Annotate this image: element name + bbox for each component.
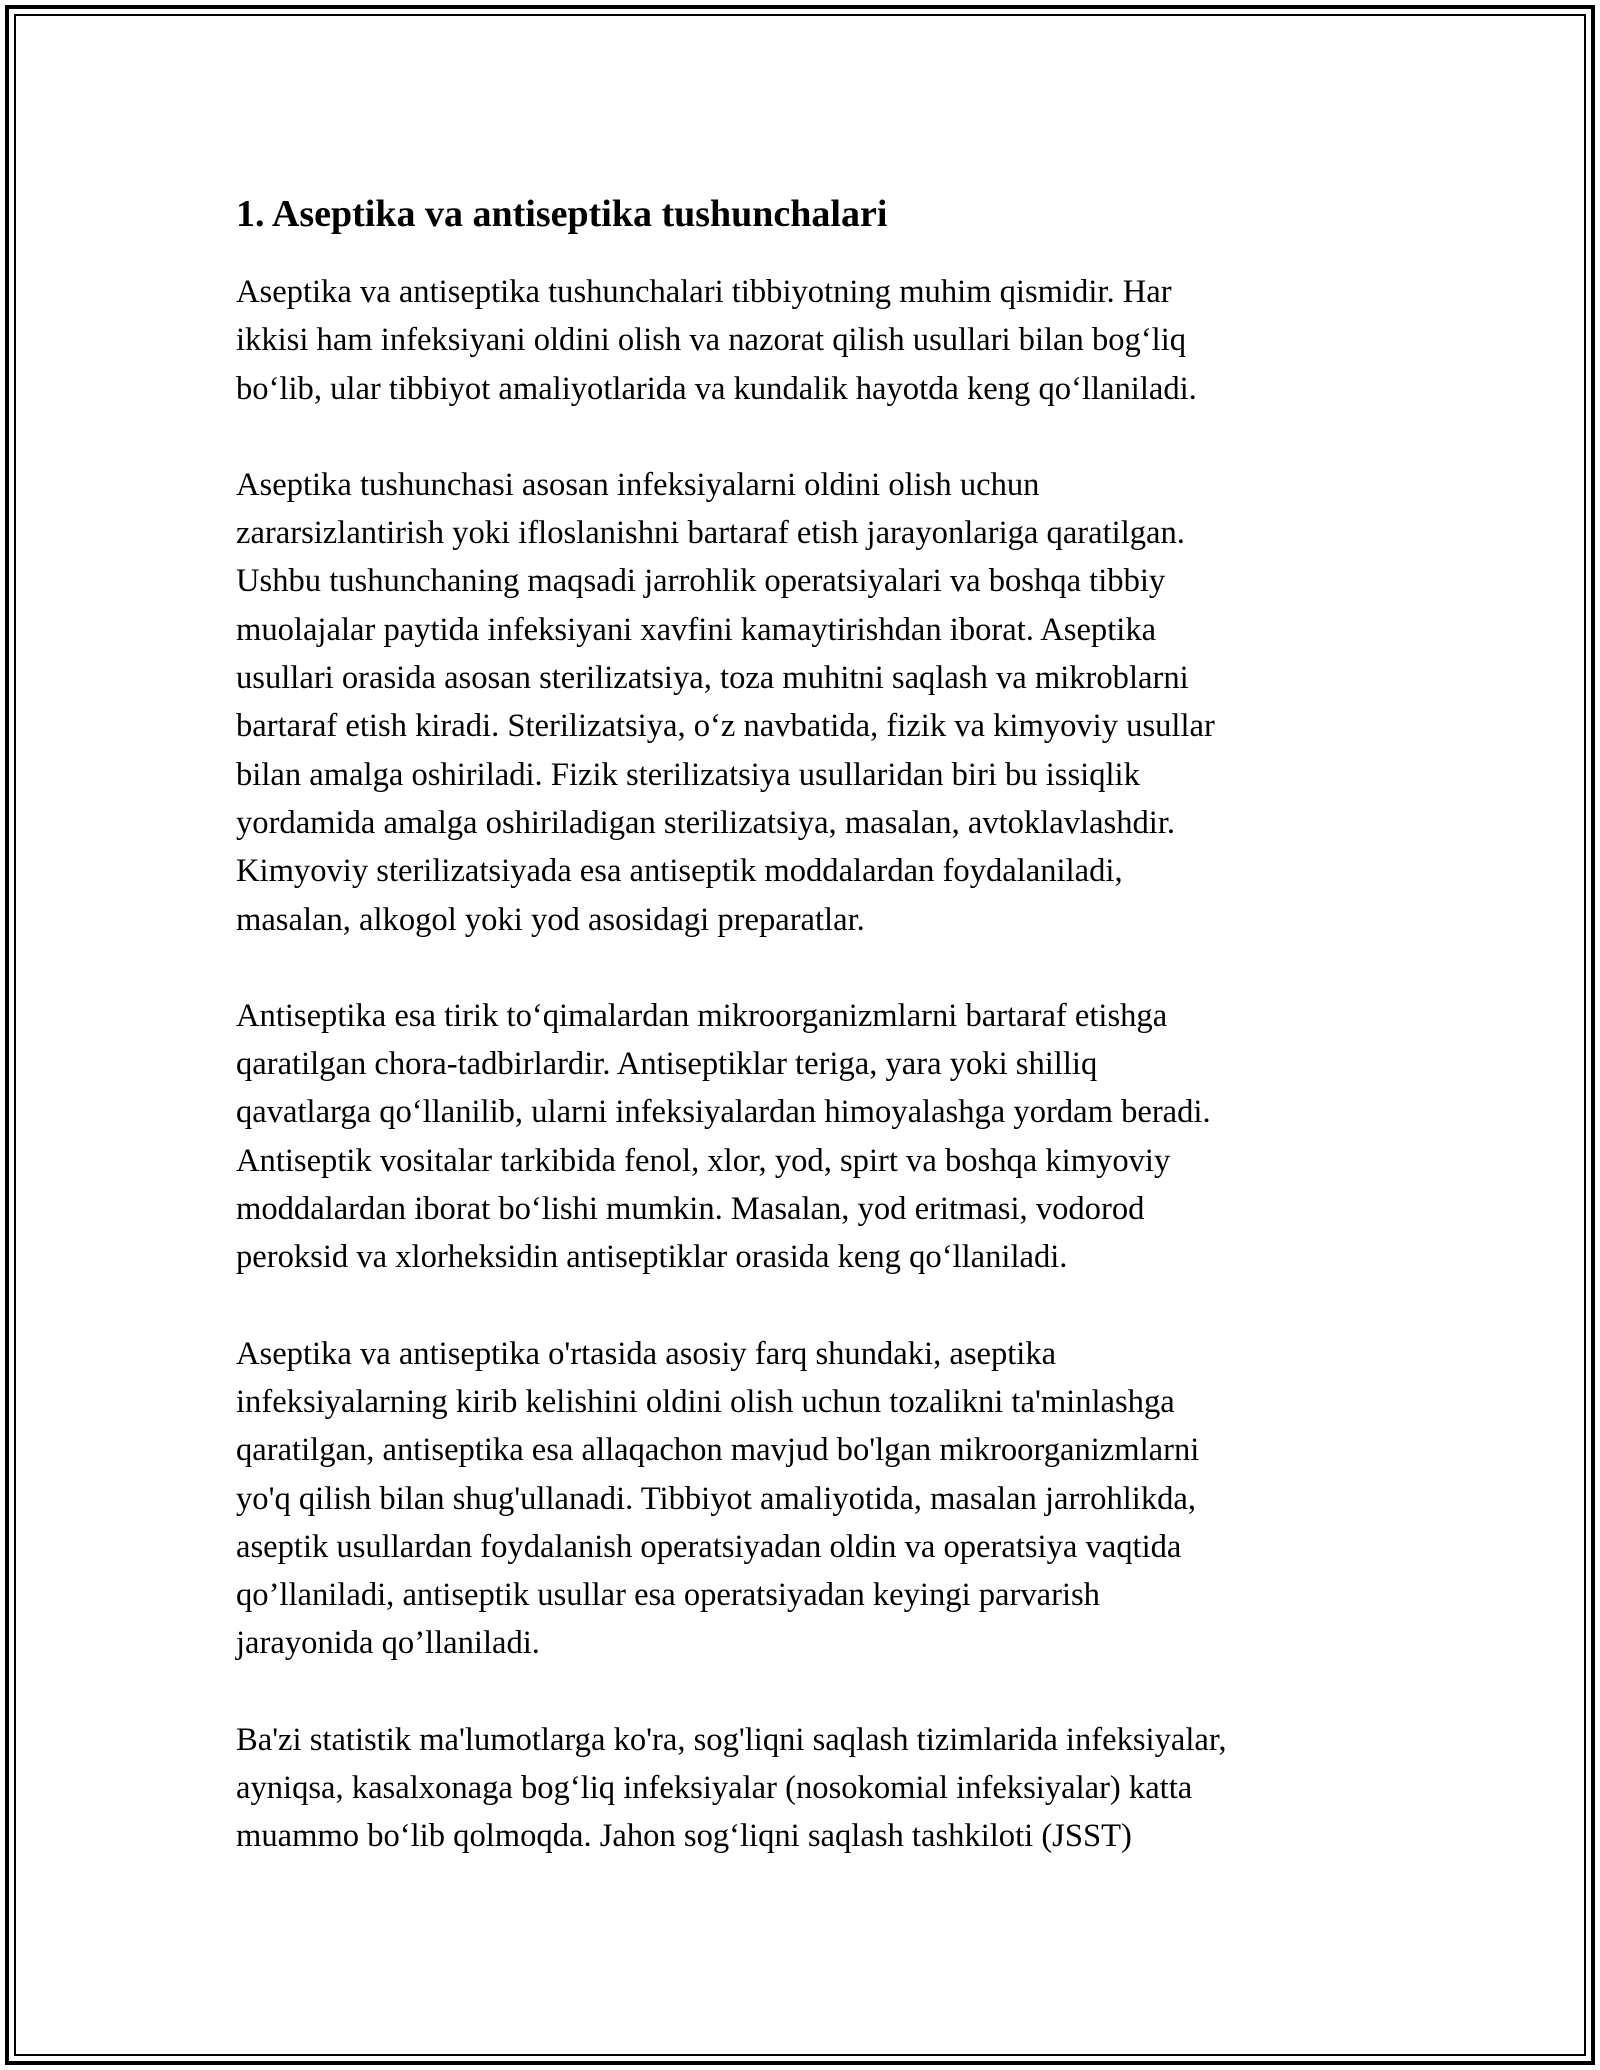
document-body — [236, 190, 1366, 1861]
paragraph-intro: Aseptika va antiseptika tushunchalari tibbiyotning muhim qismidir. Har ikkisi ham infeksiyani oldini olish va nazorat qilish usullari bilan bog‘liq bo‘lib, ular tibbiyot amaliyotlarida va kundalik hayotda keng qo‘llaniladi. — [236, 274, 1197, 407]
section-heading: 1. Aseptika va antiseptika tushunchalari — [236, 193, 888, 235]
paragraph-statistics: Ba'zi statistik ma'lumotlarga ko'ra, sog'liqni saqlash tizimlarida infeksiyalar, ayniqsa, kasalxonaga bog‘liq infeksiyalar (nosokomial infeksiyalar) katta muammo bo‘lib qolmoqda. Jahon sog‘liqni saqlash tashkiloti (JSST) — [236, 1721, 1227, 1855]
paragraph-difference: Aseptika va antiseptika o'rtasida asosiy farq shundaki, aseptika infeksiyalarning kirib kelishini oldini olish uchun tozalikni ta'minlashga qaratilgan, antiseptika esa allaqachon mavjud bo'lgan mikroorganizmlarni yo'q qilish bilan shug'ullanadi. Tibbiyot amaliyotida, masalan jarrohlikda, aseptik usullardan foydalanish operatsiyadan oldin va operatsiya vaqtida qo’llaniladi, antiseptik usullar esa operatsiyadan keyingi parvarish jarayonida qo’llaniladi. — [236, 1335, 1200, 1662]
paragraph-antiseptika: Antiseptika esa tirik to‘qimalardan mikroorganizmlarni bartaraf etishga qaratilgan chora-tadbirlardir. Antiseptiklar teriga, yara yoki shilliq qavatlarga qo‘llanilib, ularni infeksiyalardan himoyalashga yordam beradi. Antiseptik vositalar tarkibida fenol, xlor, yod, spirt va boshqa kimyoviy moddalardan iborat bo‘lishi mumkin. Masalan, yod eritmasi, vodorod peroksid va xlorheksidin antiseptiklar orasida keng qo‘llaniladi. — [236, 997, 1211, 1276]
paragraph-aseptika: Aseptika tushunchasi asosan infeksiyalarni oldini olish uchun zararsizlantirish yoki ifloslanishni bartaraf etish jarayonlariga qaratilgan. Ushbu tushunchaning maqsadi jarrohlik operatsiyalari va boshqa tibbiy muolajalar paytida infeksiyani xavfini kamaytirishdan iborat. Aseptika usullari orasida asosan sterilizatsiya, toza muhitni saqlash va mikroblarni bartaraf etish kiradi. Sterilizatsiya, o‘z navbatida, fizik va kimyoviy usullar bilan amalga oshiriladi. Fizik sterilizatsiya usullaridan biri bu issiqlik yordamida amalga oshiriladigan sterilizatsiya, masalan, avtoklavlashdir. Kimyoviy sterilizatsiyada esa antiseptik moddalardan foydalaniladi, masalan, alkogol yoki yod asosidagi preparatlar. — [236, 466, 1215, 938]
